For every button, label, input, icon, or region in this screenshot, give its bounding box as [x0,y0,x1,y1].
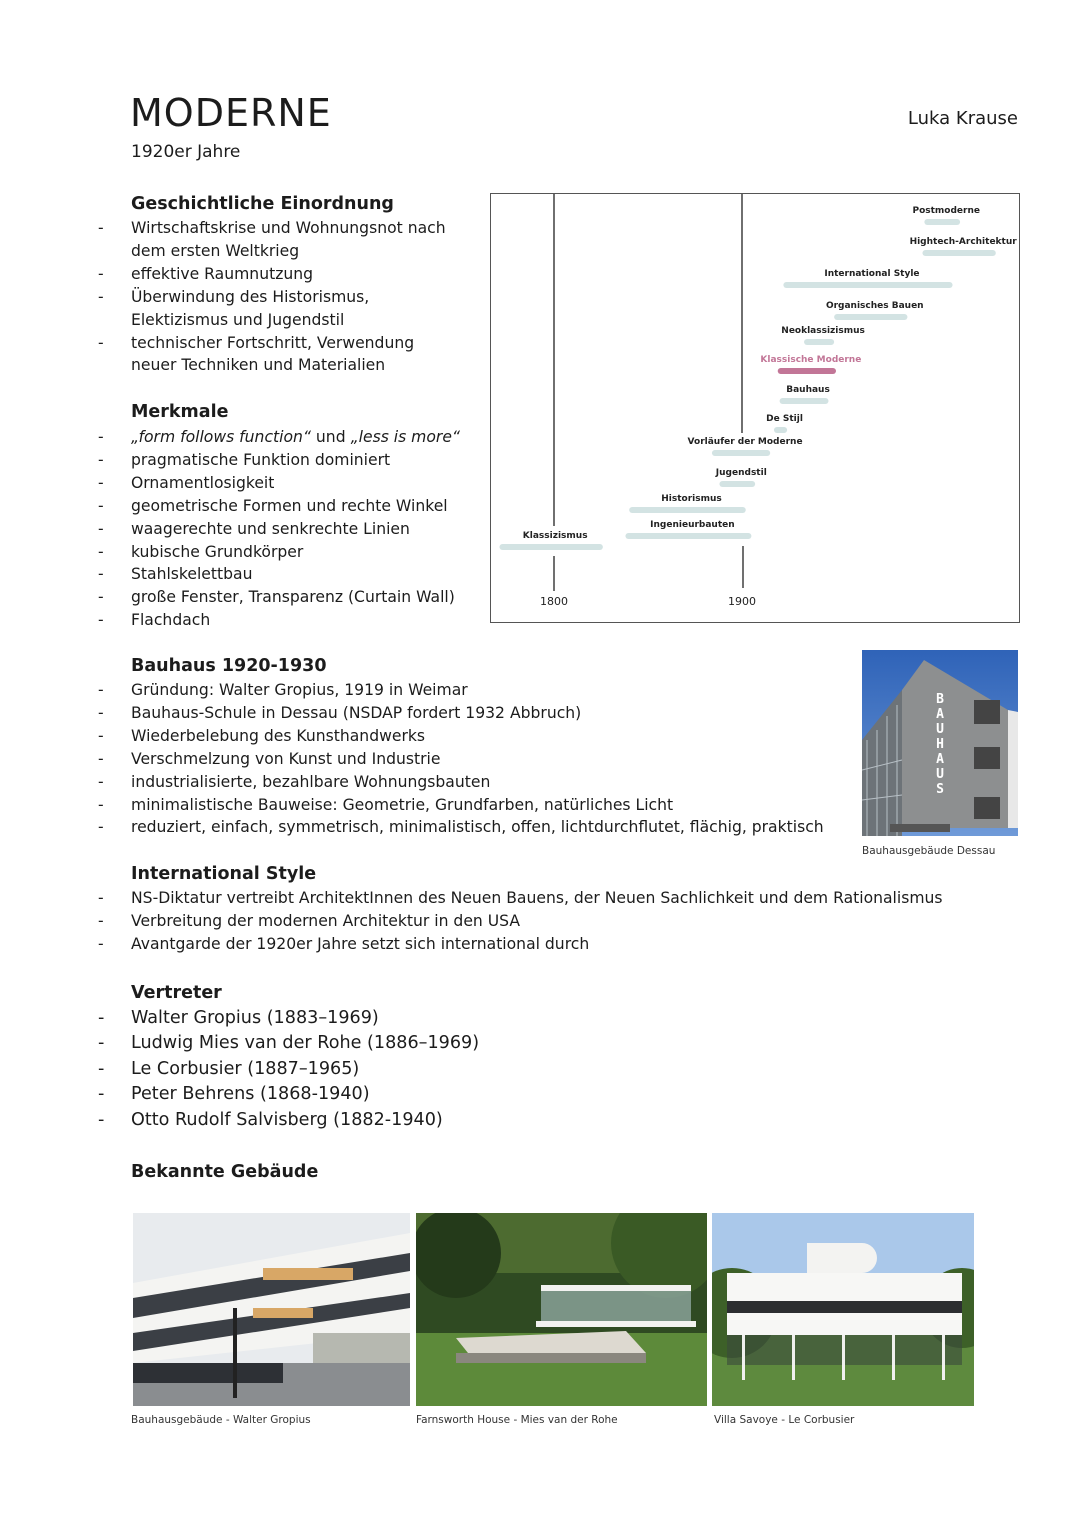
period-label: Historismus [661,494,722,504]
list-item: - Avantgarde der 1920er Jahre setzt sich international durch [131,933,943,956]
list-vertreter [131,1006,479,1133]
page-subtitle: 1920er Jahre [131,142,241,162]
year-label-1800: 1800 [540,595,568,608]
list-item: - Bauhaus-Schule in Dessau (NSDAP fordert 1932 Abbruch) [131,702,824,725]
period-label: Ingenieurbauten [650,520,735,530]
list-item: - Otto Rudolf Salvisberg (1882-1940) [131,1108,479,1133]
quote-form-follows-function: „form follows function“ [131,428,311,446]
heading-bauhaus: Bauhaus 1920-1930 [131,656,327,676]
list-item: - Ludwig Mies van der Rohe (1886–1969) [131,1031,479,1056]
list-item: - große Fenster, Transparenz (Curtain Wall) [131,586,460,609]
period-label: Postmoderne [912,206,980,216]
list-item: - Le Corbusier (1887–1965) [131,1057,479,1082]
list-item: - waagerechte und senkrechte Linien [131,518,460,541]
list-item: - technischer Fortschritt, Verwendung neuer Techniken und Materialien [131,332,451,378]
list-item: - Wiederbelebung des Kunsthandwerks [131,725,824,748]
period-label: Vorläufer der Moderne [687,437,803,447]
list-item: - Verschmelzung von Kunst und Industrie [131,748,824,771]
list-item: - pragmatische Funktion dominiert [131,449,460,472]
list-item: - NS-Diktatur vertreibt ArchitektInnen des Neuen Bauens, der Neuen Sachlichkeit und dem Rationalismus [131,887,943,910]
list-item: - geometrische Formen und rechte Winkel [131,495,460,518]
list-bauhaus [131,679,824,839]
period-label: Jugendstil [715,468,767,478]
heading-international-style: International Style [131,864,317,884]
period-label: Klassische Moderne [760,355,862,365]
list-item: - effektive Raumnutzung [131,263,476,286]
period-label: Hightech-Architektur [909,237,1017,247]
list-item: - Peter Behrens (1868-1940) [131,1082,479,1107]
heading-geschichte: Geschichtliche Einordnung [131,194,394,214]
list-geschichte [131,217,476,377]
list-item: - Walter Gropius (1883–1969) [131,1006,479,1031]
period-label: Neoklassizismus [781,326,865,336]
timeline-svg [491,194,1019,622]
list-merkmale [131,426,460,632]
heading-vertreter: Vertreter [131,983,222,1003]
timeline-chart [490,193,1020,623]
list-item: - Stahlskelettbau [131,563,460,586]
period-label: De Stijl [766,414,803,424]
author-name: Luka Krause [907,108,1018,129]
villa-savoye-photo [712,1213,974,1406]
photo-caption: Villa Savoye - Le Corbusier [714,1414,855,1426]
bauhaus-sign-logo: B A U H A U S [936,692,944,797]
quote-connector: und [310,428,351,446]
photo-caption: Bauhausgebäude - Walter Gropius [131,1414,311,1426]
bauhaus-gropius-photo [133,1213,410,1406]
list-item: - Verbreitung der modernen Architektur in den USA [131,910,943,933]
heading-bekannte-gebaeude: Bekannte Gebäude [131,1162,319,1182]
list-international-style [131,887,943,956]
list-item: - Wirtschaftskrise und Wohnungsnot nach dem ersten Weltkrieg [131,217,476,263]
list-item: - industrialisierte, bezahlbare Wohnungsbauten [131,771,824,794]
page-title: MODERNE [130,91,332,135]
list-item: - Überwindung des Historismus, Elektizismus und Jugendstil [131,286,431,332]
period-label: Klassizismus [522,531,588,541]
list-item: - kubische Grundkörper [131,541,460,564]
bauhaus-dessau-photo [862,650,1018,836]
period-label: International Style [824,269,920,279]
heading-merkmale: Merkmale [131,402,229,422]
list-item [131,426,460,449]
period-label: Bauhaus [786,385,830,395]
farnsworth-house-photo [416,1213,707,1406]
quote-less-is-more: „less is more“ [350,428,461,446]
period-label: Organisches Bauen [825,301,924,311]
list-item: - reduziert, einfach, symmetrisch, minimalistisch, offen, lichtdurchflutet, flächig, praktisch [131,816,824,839]
photo-caption: Farnsworth House - Mies van der Rohe [416,1414,618,1426]
list-item: - Gründung: Walter Gropius, 1919 in Weimar [131,679,824,702]
year-label-1900: 1900 [728,595,756,608]
list-item: - Flachdach [131,609,460,632]
bauhaus-dessau-caption: Bauhausgebäude Dessau [862,845,996,857]
list-item: - Ornamentlosigkeit [131,472,460,495]
list-item: - minimalistische Bauweise: Geometrie, Grundfarben, natürliches Licht [131,794,824,817]
